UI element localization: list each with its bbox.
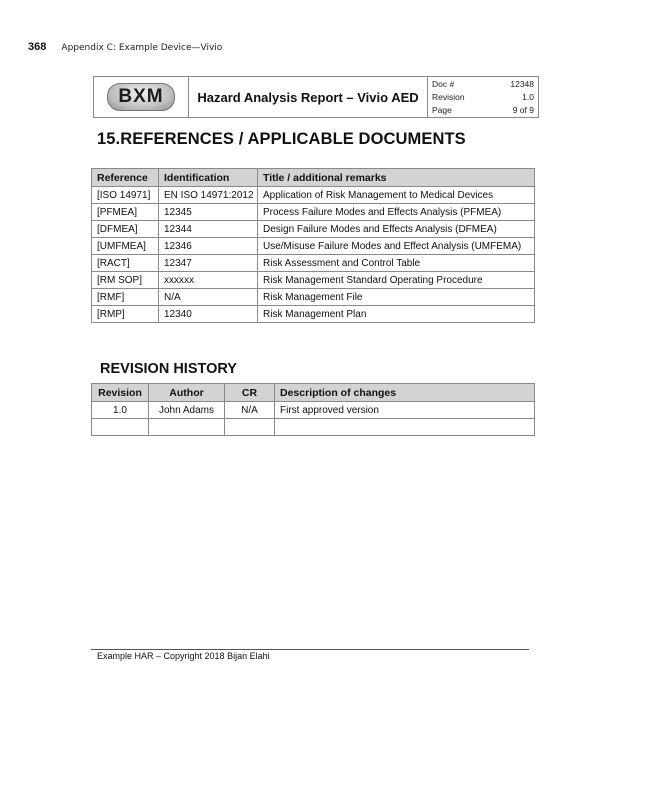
reference-cell: [RACT] <box>92 255 159 272</box>
identification-cell: EN ISO 14971:2012 <box>159 187 258 204</box>
reference-cell: [PFMEA] <box>92 204 159 221</box>
reference-cell: [ISO 14971] <box>92 187 159 204</box>
revision-cell <box>92 419 149 436</box>
table-row <box>92 419 535 436</box>
column-header: CR <box>225 384 275 402</box>
document-header <box>93 76 539 118</box>
table-row <box>92 255 535 272</box>
running-title: Appendix C: Example Device—Vivio <box>61 43 223 53</box>
reference-cell: [DFMEA] <box>92 221 159 238</box>
table-row <box>92 221 535 238</box>
meta-label-revision: Revision <box>432 91 465 102</box>
identification-cell: xxxxxx <box>159 272 258 289</box>
title-cell: Risk Management File <box>258 289 535 306</box>
reference-cell: [RM SOP] <box>92 272 159 289</box>
table-row <box>92 204 535 221</box>
title-cell: Application of Risk Management to Medical Devices <box>258 187 535 204</box>
table-row <box>92 272 535 289</box>
column-header: Author <box>149 384 225 402</box>
table-row <box>92 238 535 255</box>
footer-divider <box>91 649 529 650</box>
reference-cell: [RMF] <box>92 289 159 306</box>
cr-cell <box>225 419 275 436</box>
identification-cell: 12344 <box>159 221 258 238</box>
meta-value-doc: 12348 <box>510 78 534 89</box>
author-cell: John Adams <box>149 402 225 419</box>
identification-cell: N/A <box>159 289 258 306</box>
revision-history-heading: REVISION HISTORY <box>100 361 237 377</box>
title-cell: Design Failure Modes and Effects Analysis (DFMEA) <box>258 221 535 238</box>
document-meta <box>428 77 539 118</box>
column-header: Description of changes <box>275 384 535 402</box>
meta-table <box>428 78 538 117</box>
column-header: Identification <box>159 169 258 187</box>
table-row <box>92 289 535 306</box>
logo-cell <box>94 77 189 118</box>
title-cell: Use/Misuse Failure Modes and Effect Analysis (UMFEMA) <box>258 238 535 255</box>
table-row <box>92 306 535 323</box>
title-cell: Process Failure Modes and Effects Analysis (PFMEA) <box>258 204 535 221</box>
column-header: Title / additional remarks <box>258 169 535 187</box>
description-cell <box>275 419 535 436</box>
footer-copyright: Example HAR – Copyright 2018 Bijan Elahi <box>97 651 270 661</box>
identification-cell: 12345 <box>159 204 258 221</box>
reference-cell: [RMP] <box>92 306 159 323</box>
page-header <box>28 41 222 53</box>
cr-cell: N/A <box>225 402 275 419</box>
author-cell <box>149 419 225 436</box>
revision-cell: 1.0 <box>92 402 149 419</box>
column-header: Revision <box>92 384 149 402</box>
meta-label-page: Page <box>432 104 452 115</box>
title-cell: Risk Management Standard Operating Procedure <box>258 272 535 289</box>
meta-value-page: 9 of 9 <box>512 104 534 115</box>
document-title: Hazard Analysis Report – Vivio AED <box>189 77 428 118</box>
references-heading: 15.REFERENCES / APPLICABLE DOCUMENTS <box>97 130 466 148</box>
table-row <box>92 402 535 419</box>
bxm-logo: BXM <box>107 83 175 111</box>
identification-cell: 12340 <box>159 306 258 323</box>
identification-cell: 12347 <box>159 255 258 272</box>
title-cell: Risk Assessment and Control Table <box>258 255 535 272</box>
title-cell: Risk Management Plan <box>258 306 535 323</box>
column-header: Reference <box>92 169 159 187</box>
description-cell: First approved version <box>275 402 535 419</box>
identification-cell: 12346 <box>159 238 258 255</box>
table-row <box>92 187 535 204</box>
page-number: 368 <box>28 41 47 53</box>
revision-history-table <box>91 383 535 436</box>
references-table <box>91 168 535 323</box>
meta-value-revision: 1.0 <box>522 91 534 102</box>
meta-label-doc: Doc # <box>432 78 455 89</box>
reference-cell: [UMFMEA] <box>92 238 159 255</box>
